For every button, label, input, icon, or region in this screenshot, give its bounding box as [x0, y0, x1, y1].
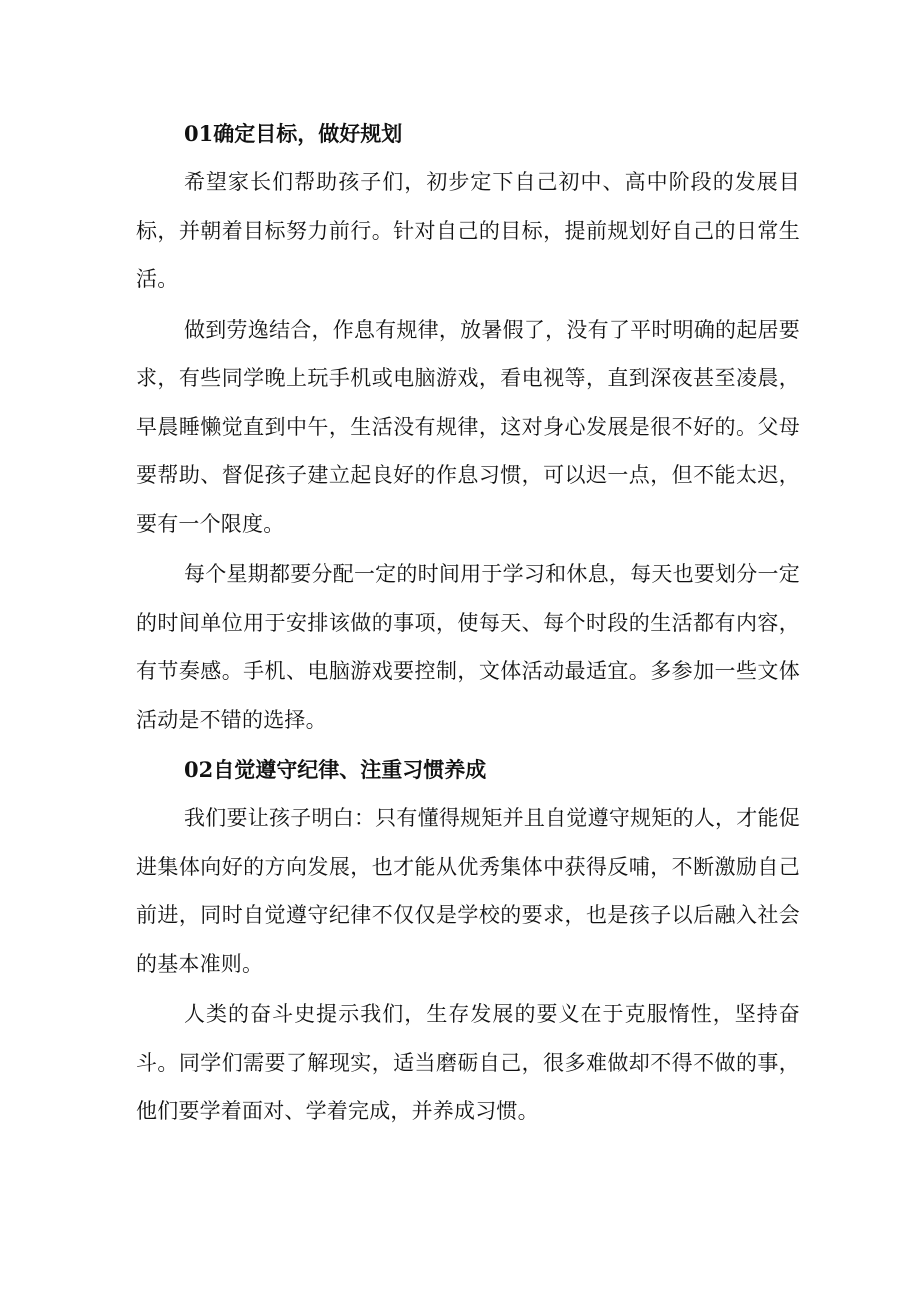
section-heading-goals: 01确定目标，做好规划 [184, 121, 403, 146]
paragraph: 希望家长们帮助孩子们，初步定下自己初中、高中阶段的发展目标，并朝着目标努力前行。针对自己的目标，提前规划好自己的日常生活。 [136, 170, 800, 291]
section-heading-discipline: 02自觉遵守纪律、注重习惯养成 [184, 757, 487, 782]
paragraph: 每个星期都要分配一定的时间用于学习和休息，每天也要划分一定的时间单位用于安排该做的事项，使每天、每个时段的生活都有内容，有节奏感。手机、电脑游戏要控制，文体活动最适宜。多参加一些文体活动是不错的选择。 [136, 562, 800, 732]
paragraph: 做到劳逸结合，作息有规律，放暑假了，没有了平时明确的起居要求，有些同学晚上玩手机或电脑游戏，看电视等，直到深夜甚至凌晨，早晨睡懒觉直到中午，生活没有规律，这对身心发展是很不好的。父母要帮助、督促孩子建立起良好的作息习惯，可以迟一点，但不能太迟，要有一个限度。 [136, 317, 800, 536]
paragraph: 人类的奋斗史提示我们，生存发展的要义在于克服惰性，坚持奋斗。同学们需要了解现实，适当磨砺自己，很多难做却不得不做的事，他们要学着面对、学着完成，并养成习惯。 [136, 1002, 800, 1123]
document-body [136, 110, 800, 1138]
paragraph: 我们要让孩子明白：只有懂得规矩并且自觉遵守规矩的人，才能促进集体向好的方向发展，也才能从优秀集体中获得反哺，不断激励自己前进，同时自觉遵守纪律不仅仅是学校的要求，也是孩子以后融入社会的基本准则。 [136, 806, 800, 976]
